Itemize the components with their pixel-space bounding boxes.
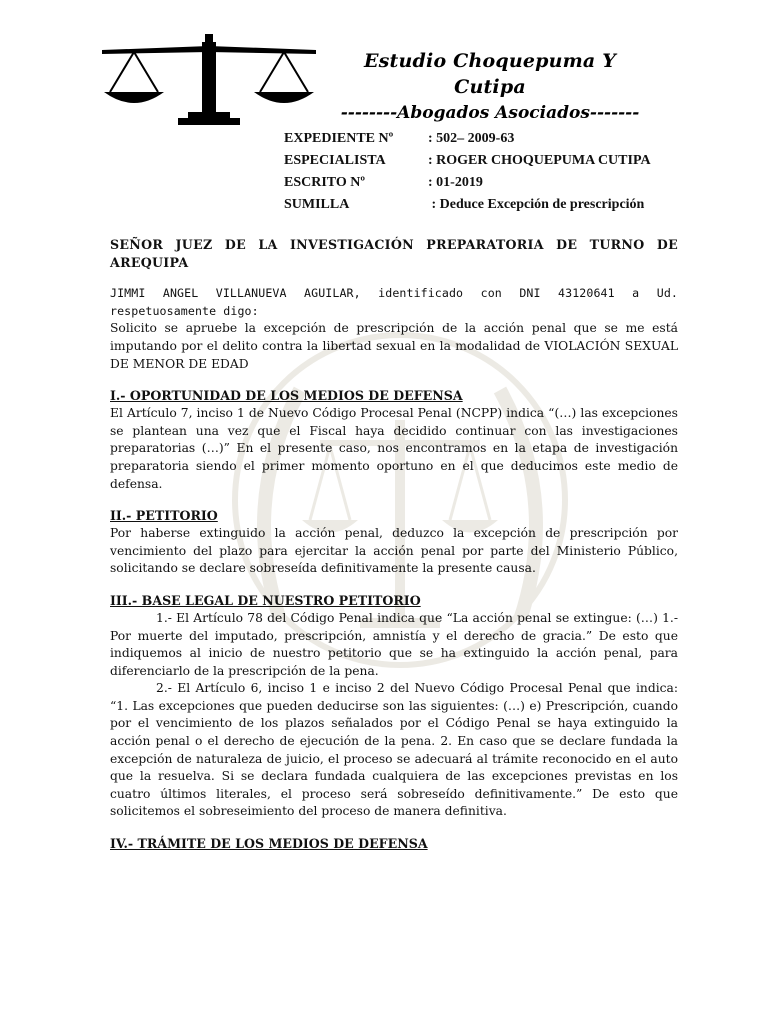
case-info-row (284, 194, 651, 216)
case-value: : Deduce Excepción de prescripción (428, 197, 645, 212)
section-title-petitorio: II.- PETITORIO (110, 508, 218, 524)
section-title-tramite: IV.- TRÁMITE DE LOS MEDIOS DE DEFENSA (110, 836, 428, 852)
case-info-row (284, 128, 651, 150)
intro-paragraph: JIMMI ANGEL VILLANUEVA AGUILAR, identificado con DNI 43120641 a Ud. respetuosamente digo: (110, 286, 678, 318)
case-info-row (284, 150, 651, 172)
case-label: EXPEDIENTE Nº (284, 131, 394, 146)
base-legal-paragraph-1: 1.- El Artículo 78 del Código Penal indica que “La acción penal se extingue: (…) 1.- Por muerte del imputado, prescripción, amnistía y el derecho de gracia.” De esto que indiquemos al inicio de nuestro petitorio que se ha extinguido la acción penal, para diferenciarlo de la prescripción de la pena. (110, 610, 678, 678)
case-value: : 01-2019 (428, 175, 483, 190)
case-value: : ROGER CHOQUEPUMA CUTIPA (428, 153, 651, 168)
scales-of-justice-logo (98, 30, 320, 128)
firm-name: Estudio Choquepuma Y Cutipa (363, 50, 617, 98)
section-text-oportunidad: El Artículo 7, inciso 1 de Nuevo Código Procesal Penal (NCPP) indica “(…) las excepciones se plantean una vez que el Fiscal haya decidido continuar con las investigaciones preparatorias (…)” En el presente caso, nos encontramos en la etapa de investigación preparatoria siendo el primer momento oportuno en el que deducimos este medio de defensa. (110, 406, 678, 491)
base-legal-paragraph-2: 2.- El Artículo 6, inciso 1 e inciso 2 del Nuevo Código Procesal Penal que indica: “1. Las excepciones que pueden deducirse son las siguientes: (…) e) Prescripción, cuando por el vencimiento de los plazos señalados por el Código Penal se haya extinguido la acción penal o el derecho de ejecución de la pena. 2. En caso que se declare fundada la excepción de naturaleza de juicio, el proceso se adecuará al trámite reconocido en el auto que la resuelva. Si se declara fundada cualquiera de las excepciones previstas en los cuatro últimos literales, el proceso será sobreseído definitivamente.” De esto que solicitemos el sobreseimiento del proceso de manera definitiva. (110, 681, 678, 819)
case-label: ESPECIALISTA (284, 153, 386, 168)
firm-header (340, 48, 640, 126)
addressee: SEÑOR JUEZ DE LA INVESTIGACIÓN PREPARATORIA DE TURNO DE AREQUIPA (110, 237, 678, 270)
section-title-base-legal: III.- BASE LEGAL DE NUESTRO PETITORIO (110, 592, 421, 608)
section-title-oportunidad: I.- OPORTUNIDAD DE LOS MEDIOS DE DEFENSA (110, 388, 463, 404)
case-label: SUMILLA (284, 197, 350, 212)
document-body (110, 236, 678, 853)
firm-subtitle: --------Abogados Asociados------- (340, 103, 640, 123)
case-value: : 502– 2009-63 (428, 131, 515, 146)
case-info (284, 128, 651, 216)
intro-request: Solicito se apruebe la excepción de prescripción de la acción penal que se me está imputando por el delito contra la libertad sexual en la modalidad de VIOLACIÓN SEXUAL DE MENOR DE EDAD (110, 321, 678, 371)
section-text-petitorio: Por haberse extinguido la acción penal, deduzco la excepción de prescripción por vencimiento del plazo para ejercitar la acción penal por parte del Ministerio Público, solicitando se declare sobreseída definitivamente la presente causa. (110, 526, 678, 576)
case-label: ESCRITO Nº (284, 175, 365, 190)
case-info-row (284, 172, 651, 194)
